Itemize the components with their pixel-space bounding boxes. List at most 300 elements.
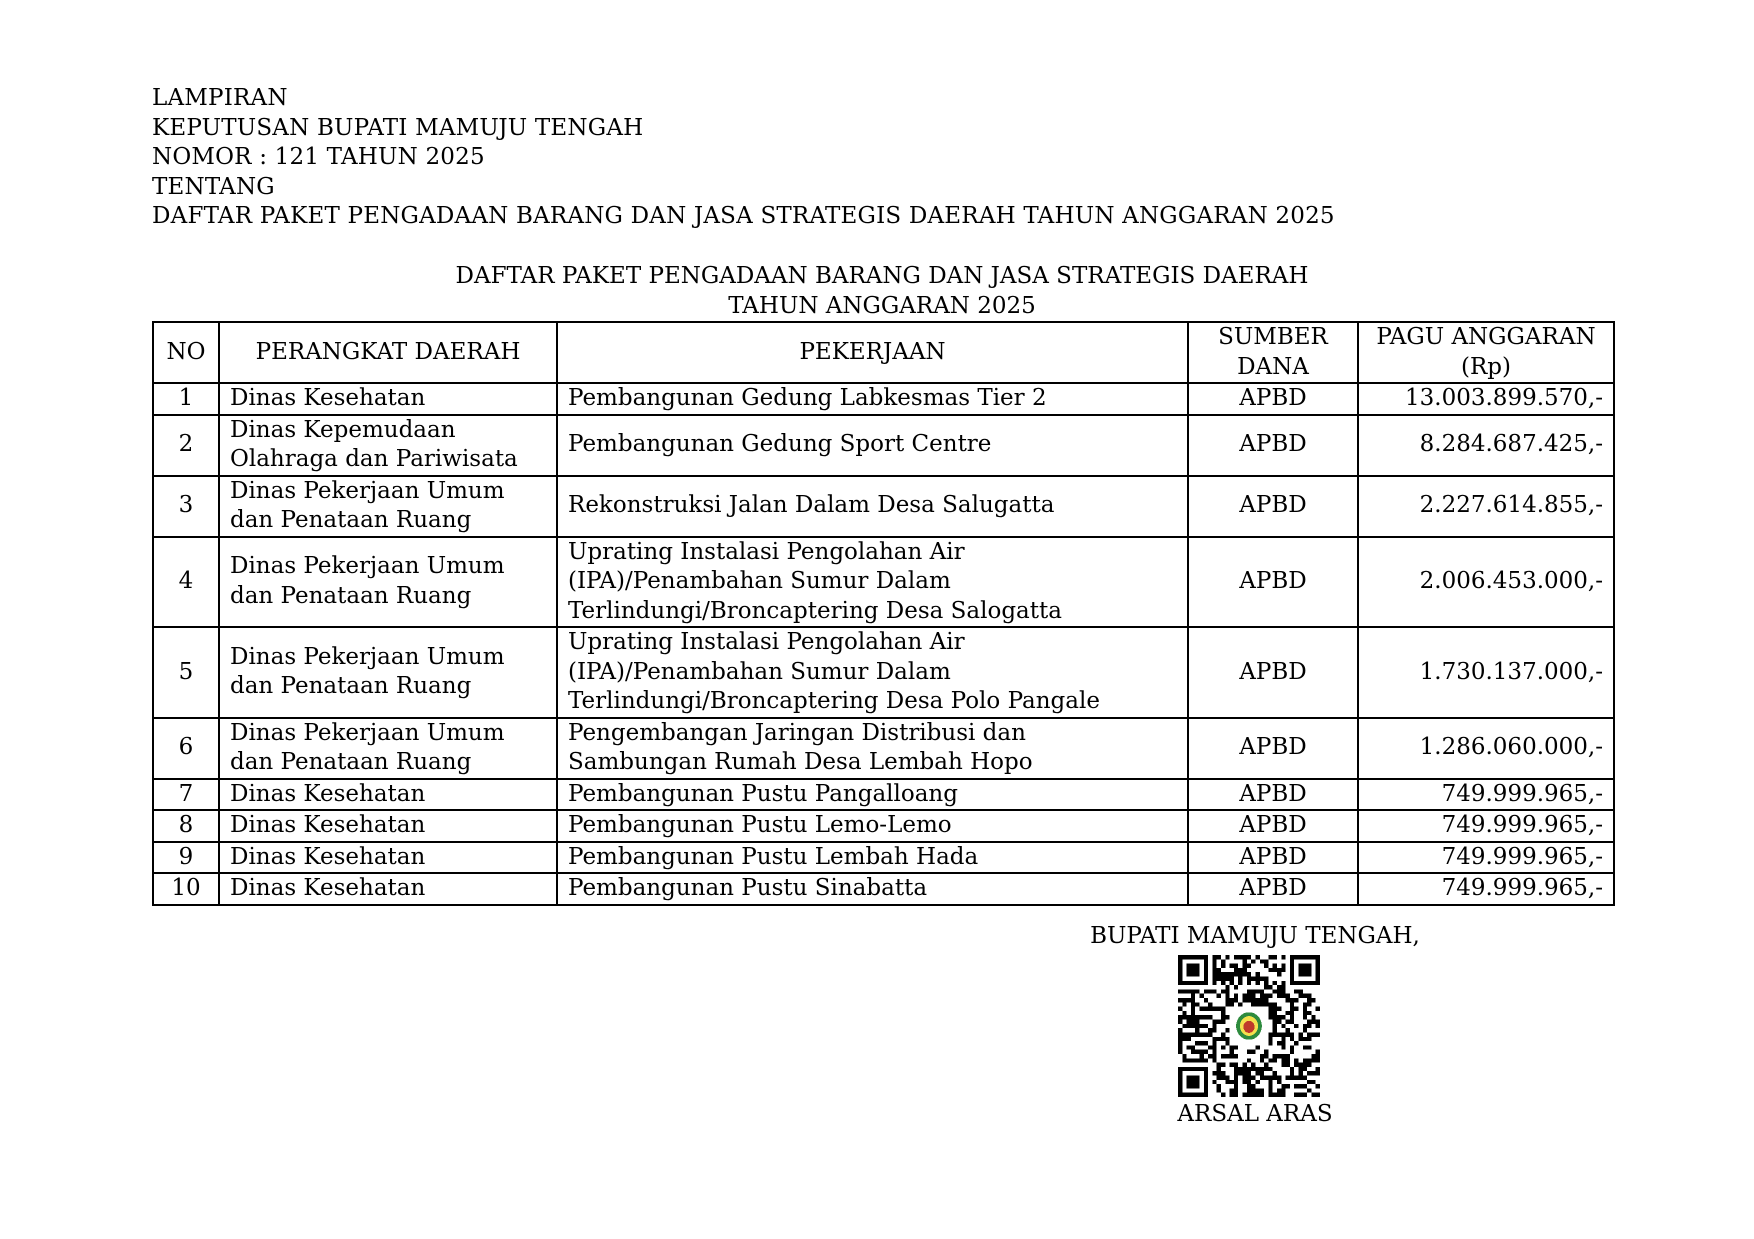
- qr-module: [1247, 977, 1251, 981]
- qr-module: [1195, 1050, 1199, 1054]
- qr-module: [1286, 1011, 1290, 1015]
- column-header-sumber-dana-line1: SUMBER: [1218, 324, 1328, 350]
- qr-module: [1225, 1015, 1229, 1019]
- qr-module: [1277, 985, 1281, 989]
- qr-module: [1204, 1015, 1208, 1019]
- qr-module: [1234, 1063, 1238, 1067]
- table-row: [153, 718, 1614, 779]
- qr-module: [1221, 1063, 1225, 1067]
- qr-module: [1217, 1088, 1221, 1092]
- qr-module: [1191, 1058, 1195, 1062]
- qr-module: [1247, 1071, 1251, 1075]
- qr-module: [1268, 994, 1272, 998]
- table-body: [153, 383, 1614, 905]
- qr-module: [1255, 998, 1259, 1002]
- qr-module: [1221, 1054, 1225, 1058]
- qr-module: [1260, 1054, 1264, 1058]
- cell-perangkat-daerah-line: Dinas Kesehatan: [230, 875, 426, 901]
- cell-pekerjaan-line: Uprating Instalasi Pengolahan Air: [568, 538, 965, 565]
- qr-module: [1225, 972, 1229, 976]
- cell-pekerjaan-line: Terlindungi/Broncaptering Desa Salogatta: [568, 597, 1062, 624]
- header-line-keputusan: KEPUTUSAN BUPATI MAMUJU TENGAH: [152, 114, 644, 141]
- qr-module: [1178, 1050, 1182, 1054]
- qr-module: [1255, 1093, 1259, 1097]
- qr-module: [1251, 998, 1255, 1002]
- qr-module: [1311, 998, 1315, 1002]
- qr-module: [1273, 1058, 1277, 1062]
- cell-perangkat-daerah: [219, 718, 557, 779]
- qr-module: [1243, 968, 1247, 972]
- qr-module: [1273, 964, 1277, 968]
- qr-module: [1225, 985, 1229, 989]
- qr-module: [1212, 1020, 1216, 1024]
- qr-module: [1268, 985, 1272, 989]
- qr-module: [1251, 1067, 1255, 1071]
- qr-module: [1182, 1037, 1186, 1041]
- qr-module: [1260, 959, 1264, 963]
- qr-module: [1298, 1071, 1302, 1075]
- qr-module: [1187, 1032, 1191, 1036]
- qr-module: [1268, 1011, 1272, 1015]
- qr-module: [1243, 1067, 1247, 1071]
- qr-module: [1247, 972, 1251, 976]
- qr-module: [1303, 1075, 1307, 1079]
- cell-no: 7: [153, 779, 219, 811]
- qr-module: [1230, 1063, 1234, 1067]
- qr-module: [1204, 1041, 1208, 1045]
- table-row: [153, 537, 1614, 628]
- qr-module: [1247, 955, 1251, 959]
- qr-module: [1230, 1093, 1234, 1097]
- qr-module: [1212, 989, 1216, 993]
- qr-module: [1255, 955, 1259, 959]
- qr-module: [1286, 1063, 1290, 1067]
- qr-module: [1255, 981, 1259, 985]
- qr-finder-bottom-left: [1178, 1067, 1208, 1097]
- qr-module: [1187, 1015, 1191, 1019]
- qr-module: [1230, 964, 1234, 968]
- qr-module: [1311, 1071, 1315, 1075]
- qr-module: [1251, 1002, 1255, 1006]
- qr-module: [1230, 1088, 1234, 1092]
- qr-module: [1307, 1002, 1311, 1006]
- qr-module: [1316, 1007, 1320, 1011]
- qr-module: [1268, 1007, 1272, 1011]
- qr-module: [1230, 1045, 1234, 1049]
- qr-module: [1225, 1054, 1229, 1058]
- qr-module: [1212, 1054, 1216, 1058]
- cell-perangkat-daerah-line: Dinas Kesehatan: [230, 385, 426, 411]
- column-header-no: NO: [153, 322, 219, 383]
- qr-module: [1307, 1011, 1311, 1015]
- qr-module: [1286, 1028, 1290, 1032]
- qr-module: [1191, 1050, 1195, 1054]
- qr-module: [1217, 1037, 1221, 1041]
- qr-module: [1290, 1071, 1294, 1075]
- qr-module: [1303, 1002, 1307, 1006]
- qr-module: [1208, 1002, 1212, 1006]
- table-row: [153, 415, 1614, 476]
- cell-perangkat-daerah-line: Dinas Pekerjaan Umum: [230, 643, 505, 670]
- qr-module: [1255, 972, 1259, 976]
- qr-module: [1243, 1093, 1247, 1097]
- qr-module: [1290, 1011, 1294, 1015]
- qr-module: [1221, 977, 1225, 981]
- qr-module: [1195, 1002, 1199, 1006]
- qr-module: [1251, 1050, 1255, 1054]
- qr-module: [1255, 1088, 1259, 1092]
- cell-perangkat-daerah-line: dan Penataan Ruang: [230, 507, 472, 533]
- cell-pagu-anggaran: 2.006.453.000,-: [1358, 537, 1614, 628]
- table-row: [153, 842, 1614, 874]
- qr-module: [1281, 1024, 1285, 1028]
- qr-module: [1316, 1071, 1320, 1075]
- qr-module: [1191, 1045, 1195, 1049]
- qr-module: [1290, 1045, 1294, 1049]
- qr-module: [1307, 1071, 1311, 1075]
- qr-module: [1247, 1093, 1251, 1097]
- qr-module: [1187, 998, 1191, 1002]
- qr-module: [1294, 1024, 1298, 1028]
- qr-module: [1268, 1041, 1272, 1045]
- table-row: [153, 873, 1614, 905]
- qr-module: [1208, 1015, 1212, 1019]
- qr-module: [1178, 1032, 1182, 1036]
- qr-module: [1212, 955, 1216, 959]
- qr-module: [1221, 1020, 1225, 1024]
- qr-module: [1286, 1058, 1290, 1062]
- qr-module: [1247, 964, 1251, 968]
- qr-module: [1307, 998, 1311, 1002]
- qr-module: [1230, 977, 1234, 981]
- qr-module: [1268, 1058, 1272, 1062]
- qr-module: [1264, 998, 1268, 1002]
- qr-module: [1268, 1084, 1272, 1088]
- qr-module: [1277, 968, 1281, 972]
- qr-module: [1234, 1084, 1238, 1088]
- qr-module: [1303, 1007, 1307, 1011]
- cell-perangkat-daerah-line: Dinas Pekerjaan Umum: [230, 719, 505, 746]
- qr-module: [1178, 1037, 1182, 1041]
- qr-module: [1264, 1050, 1268, 1054]
- qr-module: [1251, 1084, 1255, 1088]
- qr-module: [1264, 977, 1268, 981]
- qr-module: [1178, 1020, 1182, 1024]
- header-line-subject: DAFTAR PAKET PENGADAAN BARANG DAN JASA STRATEGIS DAERAH TAHUN ANGGARAN 2025: [152, 203, 1335, 229]
- cell-pekerjaan-line: Rekonstruksi Jalan Dalam Desa Salugatta: [568, 492, 1055, 519]
- qr-module: [1200, 1058, 1204, 1062]
- qr-module: [1217, 1007, 1221, 1011]
- qr-module: [1234, 1088, 1238, 1092]
- qr-module: [1307, 1032, 1311, 1036]
- qr-module: [1303, 1015, 1307, 1019]
- qr-module: [1255, 989, 1259, 993]
- qr-module: [1290, 1037, 1294, 1041]
- qr-module: [1187, 1045, 1191, 1049]
- qr-module: [1294, 989, 1298, 993]
- column-header-pagu-line1: PAGU ANGGARAN: [1376, 324, 1596, 350]
- qr-module: [1212, 1080, 1216, 1084]
- qr-module: [1221, 1045, 1225, 1049]
- qr-module: [1225, 955, 1229, 959]
- qr-module: [1277, 994, 1281, 998]
- qr-module: [1204, 998, 1208, 1002]
- qr-module: [1182, 1054, 1186, 1058]
- qr-module: [1303, 1037, 1307, 1041]
- qr-module: [1251, 1093, 1255, 1097]
- qr-module: [1225, 989, 1229, 993]
- cell-perangkat-daerah: [219, 537, 557, 628]
- qr-module: [1234, 998, 1238, 1002]
- qr-module: [1200, 994, 1204, 998]
- qr-module: [1195, 1024, 1199, 1028]
- qr-module: [1221, 981, 1225, 985]
- qr-module: [1225, 998, 1229, 1002]
- qr-module: [1290, 1067, 1294, 1071]
- qr-module: [1281, 964, 1285, 968]
- qr-module: [1212, 1050, 1216, 1054]
- qr-module: [1273, 1020, 1277, 1024]
- cell-perangkat-daerah: [219, 627, 557, 718]
- cell-perangkat-daerah: [219, 476, 557, 537]
- qr-module: [1281, 1015, 1285, 1019]
- qr-module: [1281, 994, 1285, 998]
- qr-module: [1294, 998, 1298, 1002]
- cell-sumber-dana: APBD: [1188, 627, 1358, 718]
- qr-module: [1187, 1037, 1191, 1041]
- qr-module: [1307, 1058, 1311, 1062]
- qr-module: [1316, 1058, 1320, 1062]
- document-header: [152, 84, 1335, 232]
- qr-module: [1303, 1011, 1307, 1015]
- qr-module: [1221, 989, 1225, 993]
- cell-pekerjaan: [557, 779, 1188, 811]
- qr-module: [1200, 1054, 1204, 1058]
- cell-perangkat-daerah: [219, 779, 557, 811]
- qr-module: [1294, 1063, 1298, 1067]
- qr-module: [1311, 1015, 1315, 1019]
- qr-module: [1191, 994, 1195, 998]
- qr-module: [1208, 1032, 1212, 1036]
- qr-module: [1243, 994, 1247, 998]
- cell-pekerjaan: [557, 415, 1188, 476]
- qr-module: [1298, 989, 1302, 993]
- cell-pekerjaan: [557, 537, 1188, 628]
- cell-perangkat-daerah-line: dan Penataan Ruang: [230, 749, 472, 775]
- qr-module: [1281, 1058, 1285, 1062]
- qr-finder-top-right: [1290, 955, 1320, 985]
- cell-sumber-dana: APBD: [1188, 779, 1358, 811]
- qr-module: [1290, 1020, 1294, 1024]
- qr-module: [1178, 1041, 1182, 1045]
- qr-module: [1221, 1032, 1225, 1036]
- qr-module: [1286, 1020, 1290, 1024]
- qr-module: [1260, 1071, 1264, 1075]
- column-header-pekerjaan: PEKERJAAN: [557, 322, 1188, 383]
- table-title-line1: DAFTAR PAKET PENGADAAN BARANG DAN JASA STRATEGIS DAERAH: [455, 263, 1309, 289]
- qr-module: [1243, 964, 1247, 968]
- cell-pekerjaan-line: Pembangunan Pustu Sinabatta: [568, 875, 928, 901]
- cell-pekerjaan-line: Pembangunan Pustu Lembah Hada: [568, 843, 979, 870]
- qr-module: [1294, 1058, 1298, 1062]
- qr-module: [1277, 1032, 1281, 1036]
- cell-pekerjaan: [557, 810, 1188, 842]
- qr-module: [1200, 1024, 1204, 1028]
- cell-no: 5: [153, 627, 219, 718]
- cell-perangkat-daerah: [219, 383, 557, 415]
- qr-module: [1217, 1084, 1221, 1088]
- qr-module: [1247, 989, 1251, 993]
- qr-module: [1294, 1075, 1298, 1079]
- qr-module: [1191, 989, 1195, 993]
- cell-sumber-dana: APBD: [1188, 476, 1358, 537]
- qr-module: [1238, 1067, 1242, 1071]
- qr-module: [1316, 1084, 1320, 1088]
- qr-module: [1255, 977, 1259, 981]
- qr-module: [1251, 994, 1255, 998]
- qr-module: [1273, 1093, 1277, 1097]
- cell-perangkat-daerah-line: Dinas Pekerjaan Umum: [230, 477, 505, 504]
- cell-sumber-dana: APBD: [1188, 842, 1358, 874]
- qr-module: [1277, 1088, 1281, 1092]
- qr-module: [1238, 955, 1242, 959]
- qr-module: [1221, 1071, 1225, 1075]
- header-line-tentang: TENTANG: [152, 173, 275, 200]
- qr-module: [1178, 1007, 1182, 1011]
- qr-module: [1212, 1037, 1216, 1041]
- qr-module: [1238, 972, 1242, 976]
- table-header-row: [153, 322, 1614, 383]
- qr-module: [1178, 989, 1182, 993]
- qr-module: [1212, 1058, 1216, 1062]
- qr-module: [1311, 1093, 1315, 1097]
- qr-module: [1316, 1020, 1320, 1024]
- qr-module: [1247, 981, 1251, 985]
- qr-module: [1238, 968, 1242, 972]
- qr-module: [1303, 1063, 1307, 1067]
- cell-no: 2: [153, 415, 219, 476]
- cell-pagu-anggaran: 1.730.137.000,-: [1358, 627, 1614, 718]
- qr-module: [1316, 1024, 1320, 1028]
- qr-module: [1247, 1088, 1251, 1092]
- qr-module: [1234, 1071, 1238, 1075]
- qr-module: [1234, 955, 1238, 959]
- cell-pekerjaan-line: (IPA)/Penambahan Sumur Dalam: [568, 568, 951, 594]
- qr-module: [1281, 1054, 1285, 1058]
- qr-module: [1178, 1028, 1182, 1032]
- cell-no: 4: [153, 537, 219, 628]
- cell-no: 10: [153, 873, 219, 905]
- qr-module: [1303, 1058, 1307, 1062]
- qr-module: [1221, 1037, 1225, 1041]
- qr-module: [1264, 1075, 1268, 1079]
- cell-pagu-anggaran: 749.999.965,-: [1358, 873, 1614, 905]
- qr-module: [1273, 1075, 1277, 1079]
- qr-module: [1191, 1020, 1195, 1024]
- qr-module: [1281, 1093, 1285, 1097]
- qr-module: [1234, 985, 1238, 989]
- qr-module: [1268, 1002, 1272, 1006]
- table-row: [153, 810, 1614, 842]
- cell-pekerjaan-line: Pengembangan Jaringan Distribusi dan: [568, 719, 1026, 746]
- qr-module: [1311, 1054, 1315, 1058]
- qr-module: [1286, 1075, 1290, 1079]
- qr-module: [1260, 1058, 1264, 1062]
- cell-no: 1: [153, 383, 219, 415]
- qr-module: [1191, 998, 1195, 1002]
- qr-module: [1238, 1071, 1242, 1075]
- qr-module: [1277, 1080, 1281, 1084]
- qr-module: [1200, 1007, 1204, 1011]
- qr-module: [1230, 981, 1234, 985]
- qr-module: [1251, 1075, 1255, 1079]
- qr-module: [1290, 1032, 1294, 1036]
- qr-module: [1204, 1024, 1208, 1028]
- qr-module: [1307, 1088, 1311, 1092]
- qr-module: [1307, 1080, 1311, 1084]
- qr-module: [1311, 1032, 1315, 1036]
- qr-module: [1286, 994, 1290, 998]
- qr-module: [1307, 1063, 1311, 1067]
- qr-module: [1247, 1067, 1251, 1071]
- qr-module: [1298, 1075, 1302, 1079]
- qr-module: [1255, 1002, 1259, 1006]
- qr-module: [1247, 1080, 1251, 1084]
- qr-module: [1260, 989, 1264, 993]
- qr-module: [1187, 1020, 1191, 1024]
- qr-module: [1255, 1067, 1259, 1071]
- qr-module: [1234, 968, 1238, 972]
- qr-module: [1303, 1093, 1307, 1097]
- qr-module: [1200, 1041, 1204, 1045]
- qr-module: [1251, 1088, 1255, 1092]
- qr-module: [1212, 981, 1216, 985]
- column-header-pagu-line2: (Rp): [1461, 353, 1511, 380]
- table-row: [153, 779, 1614, 811]
- qr-module: [1311, 1020, 1315, 1024]
- qr-module: [1273, 1011, 1277, 1015]
- cell-perangkat-daerah: [219, 842, 557, 874]
- cell-pekerjaan-line: Terlindungi/Broncaptering Desa Polo Pangale: [568, 688, 1100, 714]
- qr-module: [1286, 1084, 1290, 1088]
- qr-module: [1290, 1002, 1294, 1006]
- qr-module: [1243, 1063, 1247, 1067]
- qr-module: [1311, 1080, 1315, 1084]
- qr-module: [1234, 1054, 1238, 1058]
- qr-module: [1281, 989, 1285, 993]
- qr-module: [1212, 1045, 1216, 1049]
- qr-module: [1182, 1011, 1186, 1015]
- cell-pekerjaan: [557, 476, 1188, 537]
- qr-module: [1225, 1041, 1229, 1045]
- qr-module: [1264, 1067, 1268, 1071]
- qr-module: [1234, 1067, 1238, 1071]
- qr-module: [1264, 985, 1268, 989]
- table-row: [153, 383, 1614, 415]
- qr-module: [1243, 1080, 1247, 1084]
- qr-module: [1195, 1058, 1199, 1062]
- qr-module: [1277, 989, 1281, 993]
- qr-module: [1238, 1002, 1242, 1006]
- qr-module: [1234, 1045, 1238, 1049]
- qr-module: [1182, 1024, 1186, 1028]
- qr-module: [1208, 1045, 1212, 1049]
- cell-pekerjaan-line: Pembangunan Gedung Sport Centre: [568, 431, 992, 458]
- qr-module: [1255, 1071, 1259, 1075]
- qr-module: [1273, 955, 1277, 959]
- procurement-table: [152, 321, 1615, 906]
- qr-module: [1298, 1084, 1302, 1088]
